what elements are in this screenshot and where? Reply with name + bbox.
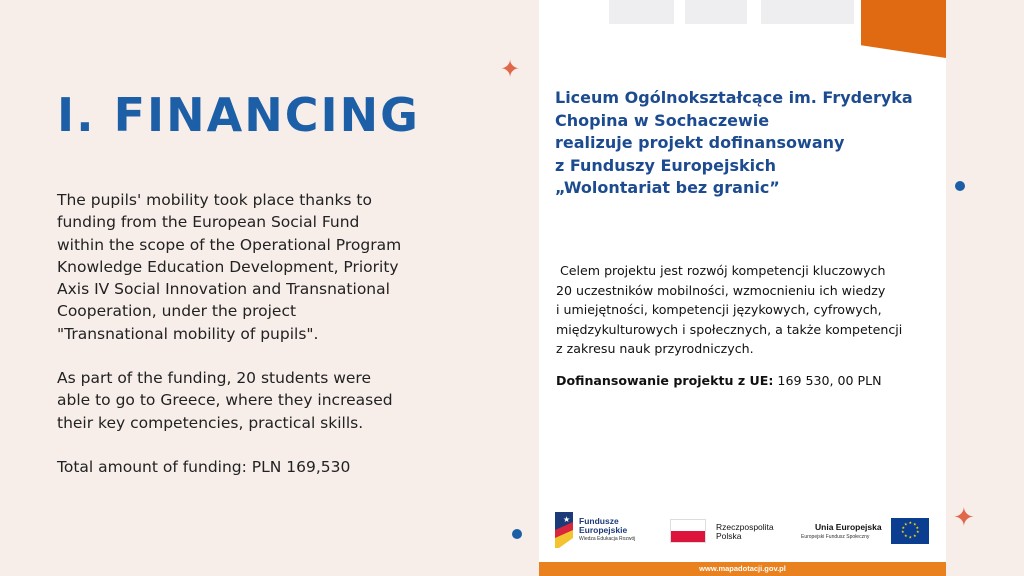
poster-heading-line: Chopina w Sochaczewie (555, 110, 770, 130)
svg-text:★: ★ (563, 515, 571, 524)
poster-heading-line: „Wolontariat bez granic” (555, 178, 780, 197)
funding-label: Dofinansowanie projektu z UE: (556, 373, 774, 388)
dot-icon (955, 181, 965, 191)
poster-body-line: Celem projektu jest rozwój kompetencji kluczowych (556, 263, 886, 278)
fundusze-europejskie-logo (555, 512, 573, 548)
svg-text:★: ★ (904, 533, 908, 538)
slide-title: I. FINANCING (57, 88, 420, 142)
dot-icon (512, 529, 522, 539)
polish-flag-icon (670, 519, 706, 543)
svg-text:★: ★ (916, 529, 920, 534)
svg-text:★: ★ (908, 534, 913, 540)
poster-decor-tile (609, 0, 674, 24)
poster-body-line: i umiejętności, kompetencji językowych, cyfrowych, (556, 302, 882, 317)
poster-body-line: międzykulturowych i społecznych, a także kompetencji (556, 321, 903, 337)
poster-orange-corner (861, 0, 946, 58)
svg-text:★: ★ (915, 525, 920, 530)
ue-logo-text: Unia Europejska (815, 522, 882, 532)
poster-heading-line: Liceum Ogólnokształcące im. Fryderyka (555, 88, 913, 107)
poster-funding (556, 373, 882, 388)
ue-logo-subtitle: Europejski Fundusz Społeczny (801, 534, 870, 540)
paragraph-students: As part of the funding, 20 students were able to go to Greece, where they increased their key competencies, practical skills. (57, 369, 393, 432)
poster-body-line: 20 uczestników mobilności, wzmocnieniu ich wiedzy (556, 282, 886, 298)
sparkle-star-icon: ✦ (500, 55, 521, 83)
poster-decor-tile (761, 0, 854, 24)
svg-text:★: ★ (908, 520, 913, 525)
pl-logo-line2: Polska (716, 531, 742, 541)
svg-text:★: ★ (913, 521, 917, 527)
poster-logos (539, 510, 946, 554)
slide-body (57, 189, 402, 500)
poster-body (556, 261, 931, 359)
pl-logo-text (716, 523, 774, 541)
poster-heading-line: realizuje projekt dofinansowany (555, 133, 845, 152)
funding-value: 169 530, 00 PLN (773, 373, 882, 388)
fe-logo-line2: Europejskie (579, 525, 628, 535)
fe-logo-line1: Fundusze (579, 516, 619, 526)
poster-heading-line: z Funduszy Europejskich (555, 155, 776, 175)
paragraph-funding-source: The pupils' mobility took place thanks to funding from the European Social Fund within the scope of the Operational Program Knowledge Education Development, Priority Axis IV Social Innovation and Transnational Cooperation, under the project "Transnational mobility of pupils". (57, 191, 402, 343)
paragraph-total: Total amount of funding: PLN 169,530 (57, 457, 351, 476)
poster-heading (555, 87, 913, 200)
svg-text:★: ★ (901, 529, 905, 534)
fe-logo-subtitle: Wiedza Edukacja Rozwój (579, 536, 636, 542)
svg-text:★: ★ (913, 533, 917, 538)
svg-text:★: ★ (901, 525, 906, 530)
pl-logo-line1: Rzeczpospolita (716, 522, 774, 532)
poster-body-line: z zakresu nauk przyrodniczych. (556, 341, 754, 356)
poster-decor-tile (685, 0, 747, 24)
sparkle-star-icon: ✦ (953, 503, 975, 533)
project-poster (539, 0, 946, 576)
svg-text:★: ★ (904, 521, 908, 527)
poster-footer-url: www.mapadotacji.gov.pl (539, 562, 946, 576)
eu-stars-icon (891, 518, 929, 544)
fe-logo-text (579, 517, 627, 535)
